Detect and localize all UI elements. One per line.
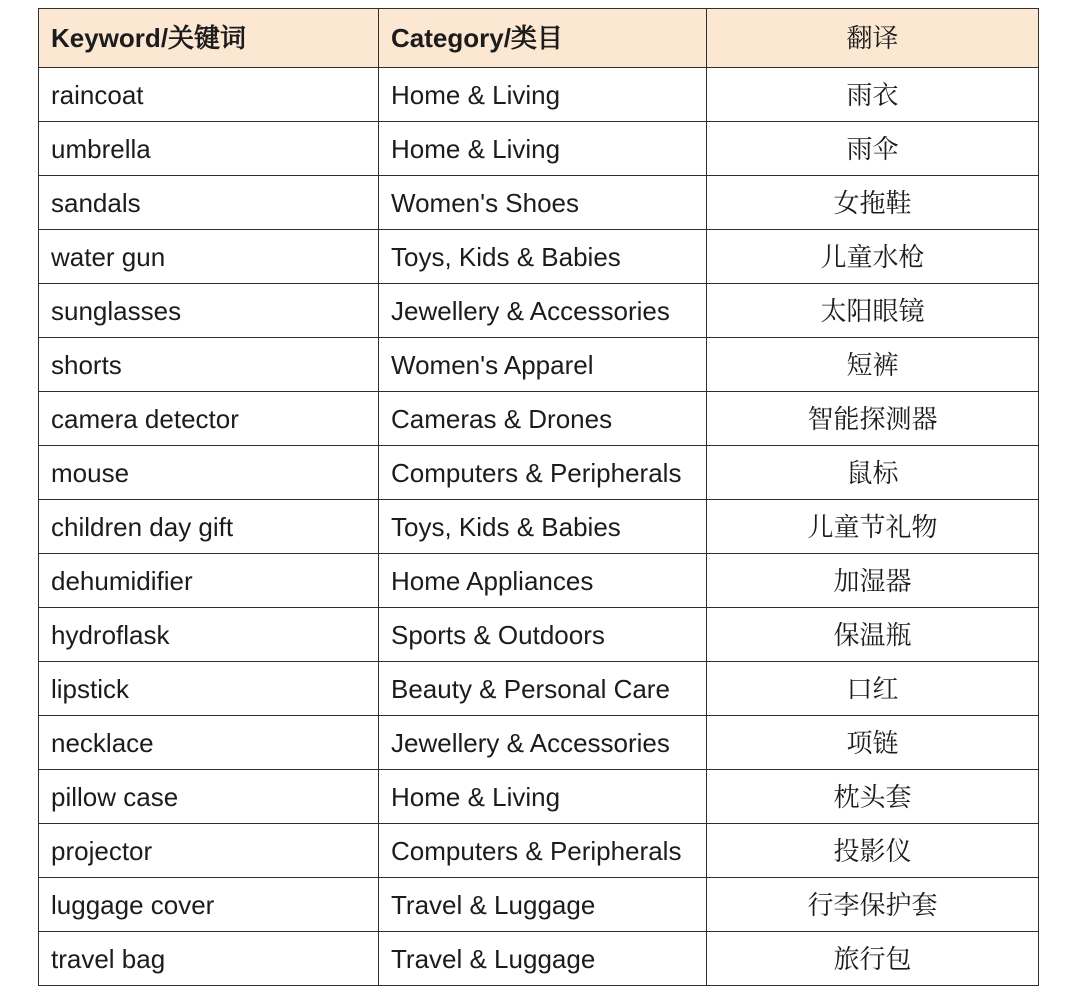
- cell-category: [379, 662, 707, 716]
- cell-keyword: [39, 878, 379, 932]
- table-row: [39, 338, 1039, 392]
- cell-keyword-text: travel bag: [51, 943, 166, 974]
- table-row: [39, 284, 1039, 338]
- cell-translation-text: 太阳眼镜: [820, 295, 925, 326]
- column-header-translation-zh: 翻译: [846, 23, 899, 53]
- cell-keyword-text: pillow case: [51, 781, 179, 812]
- cell-category-text: Home & Living: [391, 79, 561, 110]
- cell-keyword-text: camera detector: [51, 403, 239, 434]
- cell-translation: [707, 392, 1039, 446]
- table-row: [39, 500, 1039, 554]
- cell-category-text: Jewellery & Accessories: [391, 727, 670, 758]
- cell-keyword: [39, 68, 379, 122]
- cell-translation-text: 旅行包: [833, 943, 912, 974]
- cell-translation: [707, 932, 1039, 986]
- cell-keyword: [39, 176, 379, 230]
- cell-translation: [707, 716, 1039, 770]
- cell-translation: [707, 554, 1039, 608]
- cell-category: [379, 392, 707, 446]
- cell-translation-text: 雨伞: [846, 133, 899, 164]
- cell-keyword: [39, 392, 379, 446]
- cell-category: [379, 68, 707, 122]
- cell-keyword-text: shorts: [51, 349, 122, 380]
- cell-keyword-text: sunglasses: [51, 295, 182, 326]
- cell-translation: [707, 608, 1039, 662]
- table-row: [39, 770, 1039, 824]
- cell-category-text: Travel & Luggage: [391, 943, 596, 974]
- cell-translation-text: 女拖鞋: [833, 187, 912, 218]
- cell-translation-text: 枕头套: [833, 781, 912, 812]
- cell-translation-text: 口红: [846, 673, 899, 704]
- cell-category-text: Jewellery & Accessories: [391, 295, 670, 326]
- cell-translation: [707, 662, 1039, 716]
- cell-translation-text: 投影仪: [833, 835, 912, 866]
- cell-category-text: Travel & Luggage: [391, 889, 596, 920]
- cell-category: [379, 446, 707, 500]
- cell-translation: [707, 500, 1039, 554]
- table-row: [39, 554, 1039, 608]
- cell-translation: [707, 284, 1039, 338]
- cell-category-text: Home & Living: [391, 133, 561, 164]
- table-row: [39, 824, 1039, 878]
- cell-category: [379, 176, 707, 230]
- cell-keyword: [39, 284, 379, 338]
- cell-category: [379, 878, 707, 932]
- cell-translation-text: 鼠标: [846, 457, 899, 488]
- cell-translation: [707, 338, 1039, 392]
- cell-keyword: [39, 770, 379, 824]
- cell-keyword: [39, 716, 379, 770]
- cell-category-text: Computers & Peripherals: [391, 457, 682, 488]
- cell-translation-text: 项链: [846, 727, 899, 758]
- cell-keyword: [39, 932, 379, 986]
- cell-keyword: [39, 662, 379, 716]
- cell-keyword-text: children day gift: [51, 511, 234, 542]
- table-row: [39, 608, 1039, 662]
- cell-keyword-text: luggage cover: [51, 889, 215, 920]
- cell-keyword-text: water gun: [51, 241, 166, 272]
- cell-category-text: Computers & Peripherals: [391, 835, 682, 866]
- cell-keyword-text: sandals: [51, 187, 141, 218]
- table-body: [39, 68, 1039, 986]
- column-header-keyword: [39, 9, 379, 68]
- cell-category-text: Women's Shoes: [391, 187, 580, 218]
- cell-translation: [707, 878, 1039, 932]
- cell-keyword: [39, 230, 379, 284]
- cell-category: [379, 284, 707, 338]
- cell-translation: [707, 770, 1039, 824]
- cell-category: [379, 122, 707, 176]
- cell-category-text: Cameras & Drones: [391, 403, 613, 434]
- table-row: [39, 176, 1039, 230]
- table-row: [39, 662, 1039, 716]
- cell-category: [379, 932, 707, 986]
- cell-keyword: [39, 122, 379, 176]
- cell-translation: [707, 122, 1039, 176]
- cell-category-text: Toys, Kids & Babies: [391, 241, 621, 272]
- cell-keyword-text: hydroflask: [51, 619, 170, 650]
- table-row: [39, 932, 1039, 986]
- cell-category: [379, 716, 707, 770]
- column-header-keyword-en: Keyword: [51, 23, 161, 53]
- cell-keyword-text: necklace: [51, 727, 154, 758]
- cell-category: [379, 338, 707, 392]
- table-row: [39, 878, 1039, 932]
- cell-translation-text: 儿童节礼物: [807, 511, 938, 542]
- cell-keyword: [39, 824, 379, 878]
- cell-translation-text: 智能探测器: [807, 403, 938, 434]
- cell-category-text: Women's Apparel: [391, 349, 594, 380]
- cell-keyword-text: raincoat: [51, 79, 144, 110]
- table-row: [39, 68, 1039, 122]
- cell-translation-text: 行李保护套: [807, 889, 938, 920]
- column-header-keyword-zh: /关键词: [160, 23, 247, 53]
- cell-keyword-text: mouse: [51, 457, 130, 488]
- cell-translation-text: 短裤: [846, 349, 899, 380]
- cell-keyword-text: projector: [51, 835, 153, 866]
- cell-translation-text: 保温瓶: [833, 619, 912, 650]
- table-row: [39, 122, 1039, 176]
- cell-category-text: Beauty & Personal Care: [391, 673, 670, 704]
- cell-category: [379, 230, 707, 284]
- column-header-category-en: Category: [391, 23, 504, 53]
- cell-keyword-text: dehumidifier: [51, 565, 193, 596]
- cell-category-text: Toys, Kids & Babies: [391, 511, 621, 542]
- cell-keyword: [39, 500, 379, 554]
- cell-category: [379, 770, 707, 824]
- cell-translation: [707, 68, 1039, 122]
- table-header-row: [39, 9, 1039, 68]
- cell-category-text: Home Appliances: [391, 565, 594, 596]
- cell-translation-text: 加湿器: [833, 565, 912, 596]
- cell-keyword: [39, 338, 379, 392]
- column-header-category-zh: /类目: [503, 23, 563, 53]
- keyword-category-sheet: [38, 8, 1038, 986]
- keyword-category-table: [38, 8, 1039, 986]
- cell-category: [379, 500, 707, 554]
- cell-keyword-text: umbrella: [51, 133, 151, 164]
- table-row: [39, 446, 1039, 500]
- cell-category: [379, 824, 707, 878]
- table-header: [39, 9, 1039, 68]
- cell-keyword: [39, 446, 379, 500]
- cell-category: [379, 554, 707, 608]
- cell-translation-text: 儿童水枪: [820, 241, 925, 272]
- cell-translation: [707, 176, 1039, 230]
- cell-category-text: Home & Living: [391, 781, 561, 812]
- table-row: [39, 716, 1039, 770]
- column-header-category: [379, 9, 707, 68]
- cell-keyword: [39, 608, 379, 662]
- table-row: [39, 392, 1039, 446]
- cell-category-text: Sports & Outdoors: [391, 619, 605, 650]
- column-header-translation: [707, 9, 1039, 68]
- cell-keyword: [39, 554, 379, 608]
- cell-translation: [707, 230, 1039, 284]
- cell-translation: [707, 446, 1039, 500]
- cell-translation: [707, 824, 1039, 878]
- table-row: [39, 230, 1039, 284]
- cell-keyword-text: lipstick: [51, 673, 130, 704]
- cell-category: [379, 608, 707, 662]
- cell-translation-text: 雨衣: [846, 79, 899, 110]
